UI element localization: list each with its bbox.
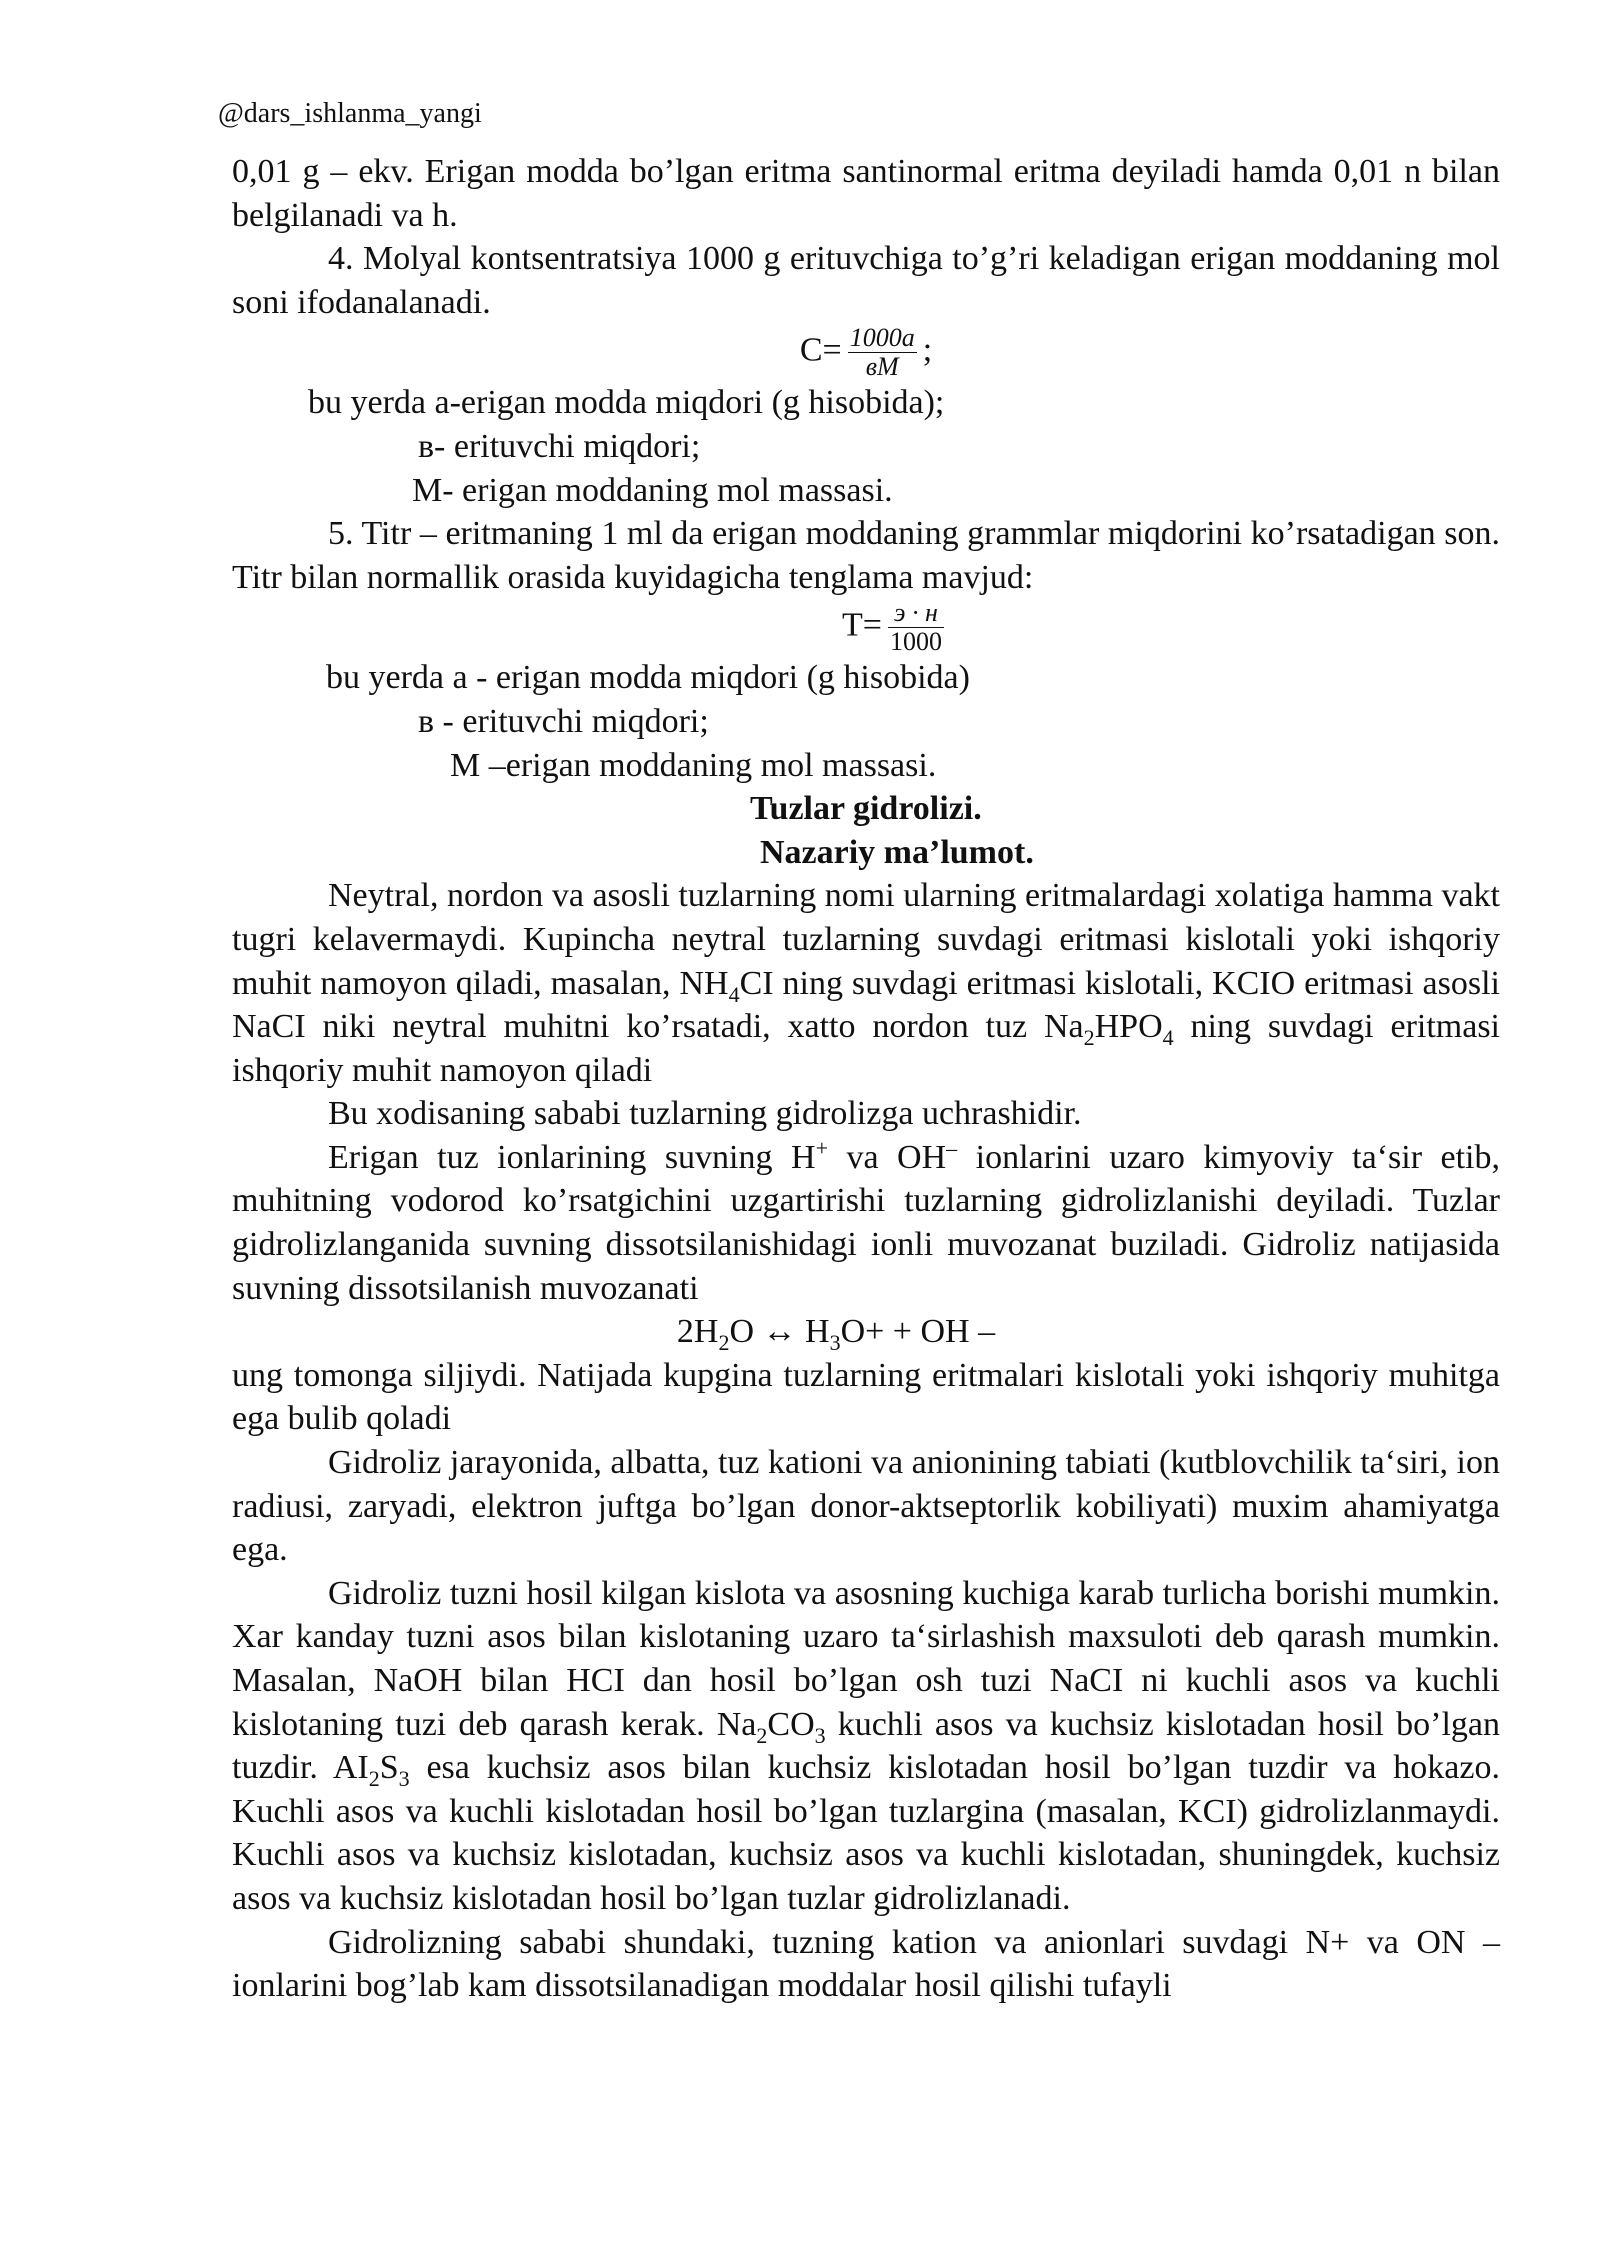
paragraph-santinormal: 0,01 g – ekv. Erigan modda bo’lgan eritma santinormal eritma deyiladi hamda 0,01 n bilan belgilanadi va h. [232,153,1500,234]
formula-lhs: C= [799,331,842,369]
definition-a: bu yerda a - erigan modda miqdori (g hisobida) [326,659,970,697]
channel-header: @dars_ishlanma_yangi [218,98,482,129]
paragraph-molyal: 4. Molyal kontsentratsiya 1000 g erituvchiga to’g’ri keladigan erigan moddaning mol soni ifodanalanadi. [232,240,1500,321]
formula-numerator: э · н [888,599,944,628]
paragraph-neytral: Neytral, nordon va asosli tuzlarning nomi ularning eritmalardagi xolatiga hamma vakt tugri kelavermaydi. Kupincha neytral tuzlarning suvdagi eritmasi kislotali yoki ishqoriy muhit namoyon qiladi, masalan, $NH_4CI$ ning suvdagi eritmasi kislotali, KCIO eritmasi asosli NaCI niki neytral muhitni ko’rsatadi, xatto nordon tuz $Na_2HPO_4$ ning suvdagi eritmasi ishqoriy muhit namoyon qiladi [232,877,1500,1089]
formula-titr [232,599,1500,656]
paragraph-ionlar: Erigan tuz ionlarining suvning H+ va OH– ionlarini uzaro kimyoviy ta‘sir etib, muhitning vodorod ko’rsatgichini uzgartirishi tuzlarning gidrolizlanishi deyiladi. Tuzlar gidrolizlanganida suvning dissotsilanishidagi ionli muvozanat buziladi. Gidroliz natijasida suvning dissotsilanish muvozanati [232,1135,1500,1307]
section-title: Tuzlar gidrolizi. [750,790,982,828]
formula-denominator: 1000 [889,627,942,657]
formula-lhs: T= [842,606,882,644]
definition-v: в - erituvchi miqdori; [418,702,709,740]
document-body [232,150,1500,2008]
equation-water-dissociation: $2H_2O$ ↔ $H_3O+$ + OH – [676,1313,996,1356]
definition-v: в- erituvchi miqdori; [418,427,701,465]
section-subtitle: Nazariy ma’lumot. [760,833,1034,871]
formula-fraction [848,324,917,381]
paragraph-titr: 5. Titr – eritmaning 1 ml da erigan moddaning grammlar miqdorini ko’rsatadigan son. Titr bilan normallik orasida kuyidagicha tenglama mavjud: [232,515,1500,596]
paragraph-siljish: ung tomonga siljiydi. Natijada kupgina tuzlarning eritmalari kislotali yoki ishqoriy muhitga ega bulib qoladi [232,1356,1500,1438]
formula-tail: ; [922,331,933,369]
definition-m: M –erigan moddaning mol massasi. [450,746,937,784]
paragraph-gidroliz-sababi: Gidrolizning sababi shundaki, tuzning kation va anionlari suvdagi N+ va ON – ionlarini bog’lab kam dissotsilanadigan moddalar hosil qilishi tufayli [232,1923,1500,2005]
formula-numerator: 1000a [849,323,915,353]
formula-denominator: вM [865,352,899,382]
paragraph-sabab: Bu xodisaning sababi tuzlarning gidrolizga uchrashidir. [328,1095,1082,1133]
definition-a: bu yerda a-erigan modda miqdori (g hisobida); [308,384,945,422]
paragraph-kislota-asos: Gidroliz tuzni hosil kilgan kislota va asosning kuchiga karab turlicha borishi mumkin. Xar kanday tuzni asos bilan kislotaning uzaro ta‘sirlashish maxsuloti deb qarash mumkin. Masalan, NaOH bilan HCI dan hosil bo’lgan osh tuzi NaCI ni kuchli asos va kuchli kislotaning tuzi deb qarash kerak. $Na_2CO_3$ kuchli asos va kuchsiz kislotadan hosil bo’lgan tuzdir. $AI_2S_3$ esa kuchsiz asos bilan kuchsiz kislotadan hosil bo’lgan tuzdir va hokazo. Kuchli asos va kuchli kislotadan hosil bo’lgan tuzlargina (masalan, KCI) gidrolizlanmaydi. Kuchli asos va kuchsiz kislotadan, kuchsiz asos va kuchli kislotadan, shuningdek, kuchsiz asos va kuchsiz kislotadan hosil bo’lgan tuzlar gidrolizlanadi. [232,1574,1500,1917]
definition-m: M- erigan moddaning mol massasi. [412,471,893,509]
formula-molyal [232,324,1500,381]
formula-fraction [888,599,944,656]
paragraph-jarayon: Gidroliz jarayonida, albatta, tuz kationi va anionining tabiati (kutblovchilik ta‘siri, ion radiusi, zaryadi, elektron juftga bo’lgan donor-aktseptorlik kobiliyati) muxim ahamiyatga ega. [232,1444,1500,1569]
